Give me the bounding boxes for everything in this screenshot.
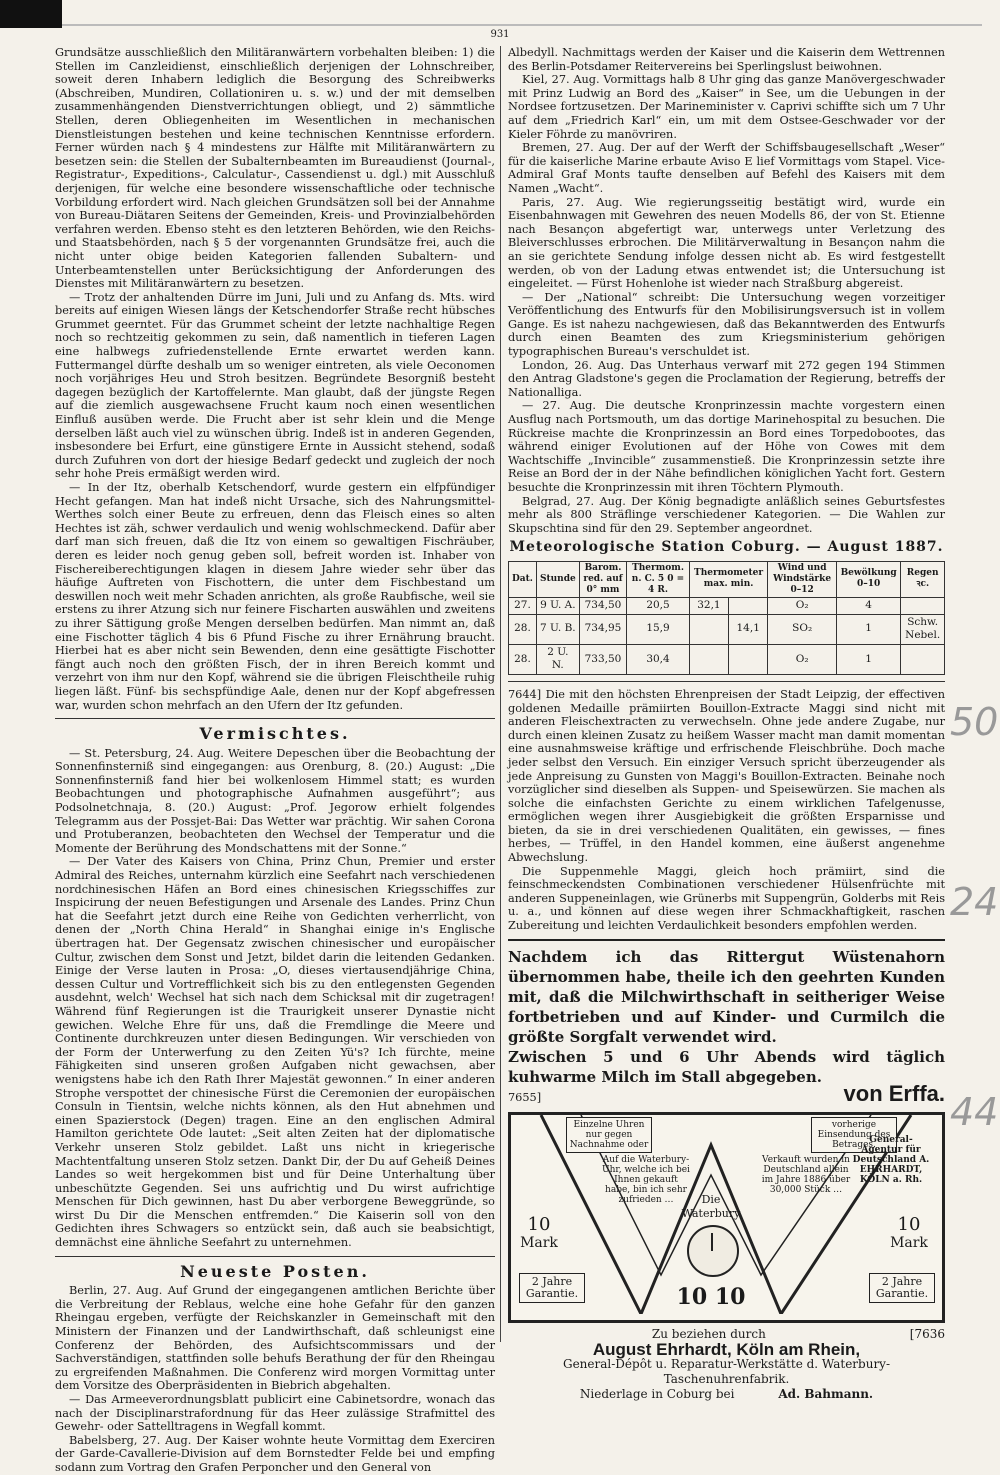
table-cell: O₂ [768,644,837,674]
maggi-advert [508,688,945,865]
header-cell: Regen ꝛc. [901,561,945,597]
advert-signature: von Erffa. [843,1080,945,1106]
article-paragraph: — Der Vater des Kaisers von China, Prinz Chun, Premier und erster Admiral des Reiches, unternahm kürzlich eine Seefahrt nach verschiedenen nordchinesischen Häfen an Bord eines chinesischen Kriegsschiffes zur Inspicirung der neuen Befestigungen und Arsenale des Landes. Prinz Chun hat die Seefahrt jetzt durch eine Reihe von Gedichten verherrlicht, von denen der „North China Herald“ in Shanghai einige in's Englische übertragen hat. Der Gegensatz zwischen chinesischer und europäischer Cultur, zwischen dem Sonst und Jetzt, bildet darin die leitenden Gedanken. Einige der Verse lauten in Prosa: „O, dieses viertausendjährige China, dessen Cultur und Vortrefflichkeit sich bis zu den entlegensten Gegenden ausdehnt, welch' Wechsel hat sich nach dem Schicksal mit dir zugetragen! Während fünf Regierungen ist die Traurigkeit unserer Dynastie nicht gewichen. Welche Ehre für uns, daß die Fremdlinge die Meere und Continente durchkreuzen unter diesen Bedingungen. Wir verschieden von der Form der Unterwerfung zu den Zeiten Yü's? Ich fürchte, meine Fähigkeiten sind unseren großen Aufgaben nicht gewachsen, aber wenigstens habe ich den Rath Ihrer Majestät gewonnen.“ In einer anderen Strophe verspottet der chinesische Fürst die Ceremonien der europäischen Consuln in Tientsin, welche nichts können, als den Hut abnehmen und einen Spazierstock (Degen) tragen. Eine an den englischen Admiral Hamilton gerichtete Ode lautet: „Seit alten Zeiten hat der diplomatische Verkehr unseren Stolz gebildet. Laßt uns nicht in kriegerische Machtentfaltung unseren Stolz setzen. Dankt Dir, der Du auf Geheiß Deines Landes so weit hergekommen bist und für Deine Unterhaltung über unbeschützte Gegenden. Sei uns aufrichtig und Du wirst aufrichtige Menschen für Dich gewinnen, hast Du aber verborgene Beweggründe, so wirst Du Dir die Menschen entfremden.“ Die Kaiserin soll von den Gedichten ihres Schwagers so entzückt sein, daß auch sie beabsichtigt, demnächst eine ähnliche Seefahrt zu unternehmen. [55,855,495,1250]
section-rule [55,1256,495,1257]
header-cell: Thermometer max. min. [689,561,768,597]
article-paragraph: Grundsätze ausschließlich den Militäranwärtern vorbehalten bleiben: 1) die Stellen im Canzleidienst, einschließlich derjenigen der Lohnschreiber, soweit deren Inhabern lediglich die Besorgung des Schreibwerks (Abschreiben, Mundiren, Collationiren u. s. w.) und der mit demselben zusammenhängenden Dienstverrichtungen obliegt, und 2) sämmtliche Stellen, deren Obliegenheiten im Wesentlichen in mechanischen Dienstleistungen bestehen und keine technischen Kenntnisse erfordern. Ferner würden nach § 4 mindestens zur Hälfte mit Militäranwärtern zu besetzen sein: die Stellen der Subalternbeamten im Bureaudienst (Journal-, Registratur-, Expeditions-, Calculatur-, Cassendienst u. dgl.) mit Ausschluß derjenigen, für welche eine besondere wissenschaftliche oder technische Vorbildung erfordert wird. Nach gleichen Grundsätzen soll bei der Annahme von Bureau-Diätaren Seitens der Gemeinden, Kreis- und Provinzialbehörden verfahren werden. Ebenso steht es den letzteren Behörden, wie den Reichs- und Staatsbehörden, nach § 5 der vorgenannten Grundsätze frei, auch die nicht unter obige beiden Kategorien fallenden Subaltern- und Unterbeamtenstellen unter Berücksichtigung der Anforderungen des Dienstes mit Militäranwärtern zu besetzen. [55,46,495,291]
milk-advert-text: Nachdem ich das Rittergut Wüstenahorn übernommen habe, theile ich den geehrten Kunden mit, daß die Milchwirthschaft in seitheriger Weise fortbetrieben und auf Kinder- und Curmilch die größte Sorgfalt verwendet wird. [508,947,945,1046]
table-cell [729,644,768,674]
wb-waterbury: Waterbury [681,1207,741,1221]
header-cell: Stunde [536,561,579,597]
header-cell: Barom. red. auf 0° mm [579,561,627,597]
wb-mark-left: Mark [520,1235,558,1252]
table-cell: 14,1 [729,614,768,644]
table-cell: 733,50 [579,644,627,674]
table-cell: O₂ [768,597,837,614]
table-cell: 28. [509,644,537,674]
wb-garantie-left: 2 Jahre Garantie. [519,1273,585,1303]
article-paragraph: Babelsberg, 27. Aug. Der Kaiser wohnte heute Vormittag dem Exerciren der Garde-Cavallerie-Division auf dem Bornstedter Felde bei und empfing sodann zum Vortrag den Grafen Perponcher und den General von [55,1433,495,1474]
wb-garantie-right: 2 Jahre Garantie. [869,1273,935,1303]
margin-note: 24 [950,880,999,924]
table-cell: 20,5 [627,597,690,614]
wb-bottom-line: Zu beziehen durch [651,1327,766,1342]
table-cell: 734,95 [579,614,627,644]
table-cell: 1 [836,614,900,644]
article-paragraph: Kiel, 27. Aug. Vormittags halb 8 Uhr ging das ganze Manövergeschwader mit Prinz Ludwig an Bord des „Kaiser“ in See, um die Uebungen in der Nordsee fortzusetzen. Der Marineminister v. Caprivi schiffte sich um 7 Uhr auf dem „Friedrich Karl“ ein, um mit dem Ostsee-Geschwader vor der Kieler Föhrde zu manövriren. [508,73,945,141]
table-row [509,644,945,674]
weather-table [508,561,945,675]
article-paragraph: — Trotz der anhaltenden Dürre im Juni, Juli und zu Anfang ds. Mts. wird bereits auf einigen Wiesen längs der Ketschendorfer Straße recht hübsches Grummet geerntet. Für das Grummet scheint der letzte nachhaltige Regen noch so rechtzeitig gekommen zu sein, daß namentlich in tieferen Lagen eine halbwegs zufriedenstellende Ernte erwartet werden kann. Futtermangel dürfte deshalb um so weniger eintreten, als viele Oeconomen noch vorjähriges Heu und Stroh besitzen. Begründete Besorgniß besteht dagegen bezüglich der Kartoffelernte. Man glaubt, daß der jüngste Regen auf die ziemlich ausgewachsene Frucht kaum noch einen wesentlichen Einfluß ausüben werde. Die Frucht aber ist sehr klein und die Menge derselben läßt auch viel zu wünschen übrig. Indeß ist in anderen Gegenden, insbesondere bei Erfurt, eine günstigere Ernte in Aussicht stehend, sodaß durch Zufuhren von dort der hiesige Bedarf gedeckt und zugleich der noch sehr hohe Preis ermäßigt werden wird. [55,290,495,481]
wb-1010: 10 10 [676,1284,746,1311]
wb-die: Die [701,1193,721,1207]
right-column [508,46,945,1402]
article-paragraph: Berlin, 27. Aug. Auf Grund der eingegangenen amtlichen Berichte über die Verbreitung der Reblaus, welche eine hohe Gefahr für den ganzen Rheingau ergeben, verfügte der Reichskanzler in Gemeinschaft mit den Ministern der Finanzen und der Landwirthschaft, daß schleunigst eine Conferenz der Behörden, des Aufsichtscommissars und der Sachverständigen, stattfinden solle behufs Berathung der für den Rheingau zu ergreifenden Maßnahmen. Die Conferenz wird morgen Vormittag unter dem Vorsitze des Oberpräsidenten in Biebrich abgehalten. [55,1284,495,1393]
ad-id: [7636 [909,1327,945,1342]
table-cell [901,644,945,674]
table-cell [901,597,945,614]
waterbury-advert [508,1112,945,1323]
table-cell [729,597,768,614]
article-paragraph: — 27. Aug. Die deutsche Kronprinzessin machte vorgestern einen Ausflug nach Portsmouth, um das dortige Marinehospital zu besuchen. Die Rückreise machte die Kronprinzessin an Bord eines Torpedobootes, das während einiger Evolutionen auf der Höhe von Cowes mit dem Wachtschiffe „Invincible“ zusammenstieß. Die Kronprinzessin setzte ihre Reise an Bord der in der Nähe befindlichen königlichen Yacht fort. Gestern besuchte die Kronprinzessin mit ihren Töchtern Plymouth. [508,399,945,494]
wb-agency: General-Agentur für Deutschland A. EHRHARDT, KÖLN a. Rh. [852,1135,930,1186]
wb-right-diagonal: Verkauft wurden in Deutschland allein im Jahre 1886 über 30,000 Stück … [761,1155,851,1196]
article-paragraph: — Der „National“ schreibt: Die Untersuchung wegen vorzeitiger Veröffentlichung des Entwurfs für den Mobilisirungsversuch ist in vollem Gange. Es ist nahezu nachgewiesen, daß das Bekanntwerden des Entwurfs durch einen Beamten des zum Kriegsministerium gehörigen typographischen Bureau's verschuldet ist. [508,290,945,359]
margin-note: 50 [950,700,999,744]
table-cell: 1 [836,644,900,674]
maggi-advert-2: Die Suppenmehle Maggi, gleich hoch prämiirt, sind die feinschmeckendsten Combinationen verschiedener Hülsenfrüchte mit anderen Suppeneinlagen, wie Grünerbs mit Suppengrün, Golderbs mit Reis u. a., und können auf diese wegen ihrer Schmackhaftigkeit, raschen Zubereitung und leichten Verdaulichkeit besonders empfohlen werden. [508,864,945,933]
wb-left-box: Einzelne Uhren nur gegen Nachnahme oder [566,1117,652,1153]
article-paragraph: — St. Petersburg, 24. Aug. Weitere Depeschen über die Beobachtung der Sonnenfinsterniß sind eingegangen: aus Orenburg, 8. (20.) August: „Die Sonnenfinsterniß fand hier bei wolkenlosem Himmel statt; es wurden Beobachtungen und photographische Aufnahmen ausgeführt“; aus Podsolnetchnaja, 8. (20.) August: „Prof. Jegorow erhielt folgendes Telegramm aus der Possjet-Bai: Das Wetter war prächtig. Wir sahen Corona und Protuberanzen, beobachteten den Wechsel der Temperatur und die Momente der Berührung des Mondschattens mit der Sonne.“ [55,746,495,855]
ad-id: 7655] [508,1090,542,1104]
milk-advert-hours: Zwischen 5 und 6 Uhr Abends wird täglich kuhwarme Milch im Stall abgegeben. [508,1047,945,1086]
weather-table-header [509,561,945,597]
wb-depot: General-Dépôt u. Reparatur-Werkstätte d. Waterbury-Taschenuhrenfabrik. [562,1357,891,1387]
table-cell: 27. [509,597,537,614]
section-heading-vermischtes: Vermischtes. [199,724,351,744]
milk-advert [508,939,945,1105]
article-paragraph: — Das Armeeverordnungsblatt publicirt eine Cabinetsordre, wonach das nach der Disciplinarstrafordnung für das Heer zulässige Strafmittel des Gewehr- oder Sattelltragens in Wegfall kommt. [55,1393,495,1434]
page-number: 931 [490,29,510,40]
header-cell: Thermom. n. C. 5 0 = 4 R. [627,561,690,597]
table-row [509,614,945,644]
column-divider [500,46,501,1342]
header-cell: Dat. [509,561,537,597]
section-heading-neueste-posten: Neueste Posten. [180,1261,370,1281]
table-cell: SO₂ [768,614,837,644]
article-paragraph: Belgrad, 27. Aug. Der König begnadigte anläßlich seines Geburtsfestes mehr als 800 Sträflinge verschiedener Kategorien. — Die Wahlen zur Skupschtina sind für den 29. September angeordnet. [508,494,945,535]
table-cell: 30,4 [627,644,690,674]
milk-advert-footer [508,1080,945,1106]
margin-note: 44 [950,1090,999,1134]
table-cell: 734,50 [579,597,627,614]
scan-corner-mark [0,0,62,28]
table-cell: 15,9 [627,614,690,644]
header-cell: Bewölkung 0–10 [836,561,900,597]
wb-price-left: 10 [527,1214,551,1236]
pocket-watch-icon [687,1225,739,1277]
table-cell: 4 [836,597,900,614]
ad-rule [508,681,945,682]
wb-left-diagonal: Auf die Waterbury-Uhr, welche ich bei Ihnen gekauft habe, bin ich sehr zufrieden … [602,1155,690,1206]
wb-company-name: August Ehrhardt, Köln am Rhein, [592,1340,861,1360]
article-paragraph: Bremen, 27. Aug. Der auf der Werft der Schiffsbaugesellschaft „Weser“ für die kaiserliche Marine erbaute Aviso E lief Vormittags vom Stapel. Vice-Admiral Graf Monts taufte denselben auf Befehl des Kaisers mit dem Namen „Wacht“. [508,141,945,195]
weather-station-title: Meteorologische Station Coburg. — August 1887. [509,539,944,556]
table-cell [689,644,728,674]
wb-niederlage-row [508,1387,945,1402]
wb-right-box: vorherige Einsendung des Betrages. [811,1117,897,1153]
header-cell: Wind und Windstärke 0–12 [768,561,837,597]
article-paragraph: Paris, 27. Aug. Wie regierungsseitig bestätigt wird, wurde ein Eisenbahnwagen mit Gewehren des neuen Modells 86, der von St. Etienne nach Besançon abgefertigt war, unterwegs unter Verletzung des Bleiverschlusses erbrochen. Die Militärverwaltung in Besançon nahm die an sie gerichtete Sendung infolge dessen nicht ab. Es wird festgestellt werden, ob von der Ladung etwas entwendet ist; die Untersuchung ist eingeleitet. — Fürst Hohenlohe ist wieder nach Straßburg abgereist. [508,195,945,291]
table-cell: 28. [509,614,537,644]
wb-niederlage: Niederlage in Coburg bei [579,1387,735,1402]
article-paragraph: — In der Itz, oberhalb Ketschendorf, wurde gestern ein elfpfündiger Hecht gefangen. Man hat indeß nicht Ursache, sich des Nahrungsmittel-Werthes solch einer Beute zu erfreuen, denn das Fleisch eines so alten Hechtes ist zäh, schwer verdaulich und wenig wohlschmeckend. Dafür aber darf man sich freuen, daß die Itz von einem so gewaltigen Fischräuber, deren es leider noch genug geben soll, befreit worden ist. Inhaber von Fischereiberechtigungen klagen in diesem Jahre wieder sehr über das häufige Auftreten von Fischottern, die unter dem Fischbestand um deswillen noch weit mehr Schaden anrichten, als große Raubfische, weil sie erstens zu ihrer Atzung sich nur feinere Fischarten auswählen und zweitens zu ihrer Sättigung große Mengen derselben bedürfen. Man nimmt an, daß eine Fischotter täglich 4 bis 6 Pfund Fische zu ihrer Ernährung braucht. Hierbei hat es aber nicht sein Bewenden, denn eine gesättigte Fischotter fängt auch noch den größten Fisch, der in ihren Bereich kommt und verzehrt von ihm nur den Kopf, während sie die übrigen Fleischtheile ruhig liegen läßt. Fünf- bis sechspfündige Aale, denen nur der Kopf abgefressen war, wurden schon mehrfach an den Ufern der Itz gefunden. [55,481,495,712]
table-cell [689,614,728,644]
left-column [55,46,495,1475]
maggi-text: Die mit den höchsten Ehrenpreisen der Stadt Leipzig, der effectiven goldenen Medaille prämiirten Bouillon-Extracte Maggi sind nicht mit anderen Fleischextracten zu verwechseln. Ohne jede andere Zugabe, nur durch einen kleinen Zusatz zu heißem Wasser macht man damit momentan eine ausnahmsweise kräftige und erfrischende Fleischbrühe. Doch mache jeder selbst den Versuch. Ein einziger Versuch spricht überzeugender als jede Anpreisung zu Gunsten von Maggi's Bouillon-Extracten. Beinahe noch vorzüglicher sind dieselben als Suppen- und Speisewürzen. Sie machen als solche die einfachsten Gerichte zu einem wirklichen Tafelgenusse, ermöglichen wegen ihrer Ausgiebigkeit die größten Ersparnisse und bieten, da sie in drei verschiedenen Qualitäten, ein gewisses, — fines herbes, — Trüffel, in den Handel kommen, eine äußerst angenehme Abwechslung. [508,687,946,865]
top-rule [62,24,982,26]
table-row [509,597,945,614]
section-rule [55,718,495,719]
article-paragraph: Albedyll. Nachmittags werden der Kaiser und die Kaiserin dem Wettrennen des Berlin-Potsdamer Reitervereins bei Sperlingslust beiwohnen. [508,46,945,73]
waterbury-footer [508,1327,945,1402]
table-cell: 9 U. A. [536,597,579,614]
wb-mark-right: Mark [890,1235,928,1252]
wb-price-right: 10 [897,1214,921,1236]
table-cell: 7 U. B. [536,614,579,644]
article-paragraph: London, 26. Aug. Das Unterhaus verwarf mit 272 gegen 194 Stimmen den Antrag Gladstone's gegen die Proclamation der Regierung, betreffs der Nationalliga. [508,358,945,399]
table-cell: 2 U. N. [536,644,579,674]
wb-bahmann: Ad. Bahmann. [778,1387,874,1402]
table-cell: 32,1 [689,597,728,614]
table-cell: Schw. Nebel. [901,614,945,644]
ad-id: 7644] [508,687,542,701]
